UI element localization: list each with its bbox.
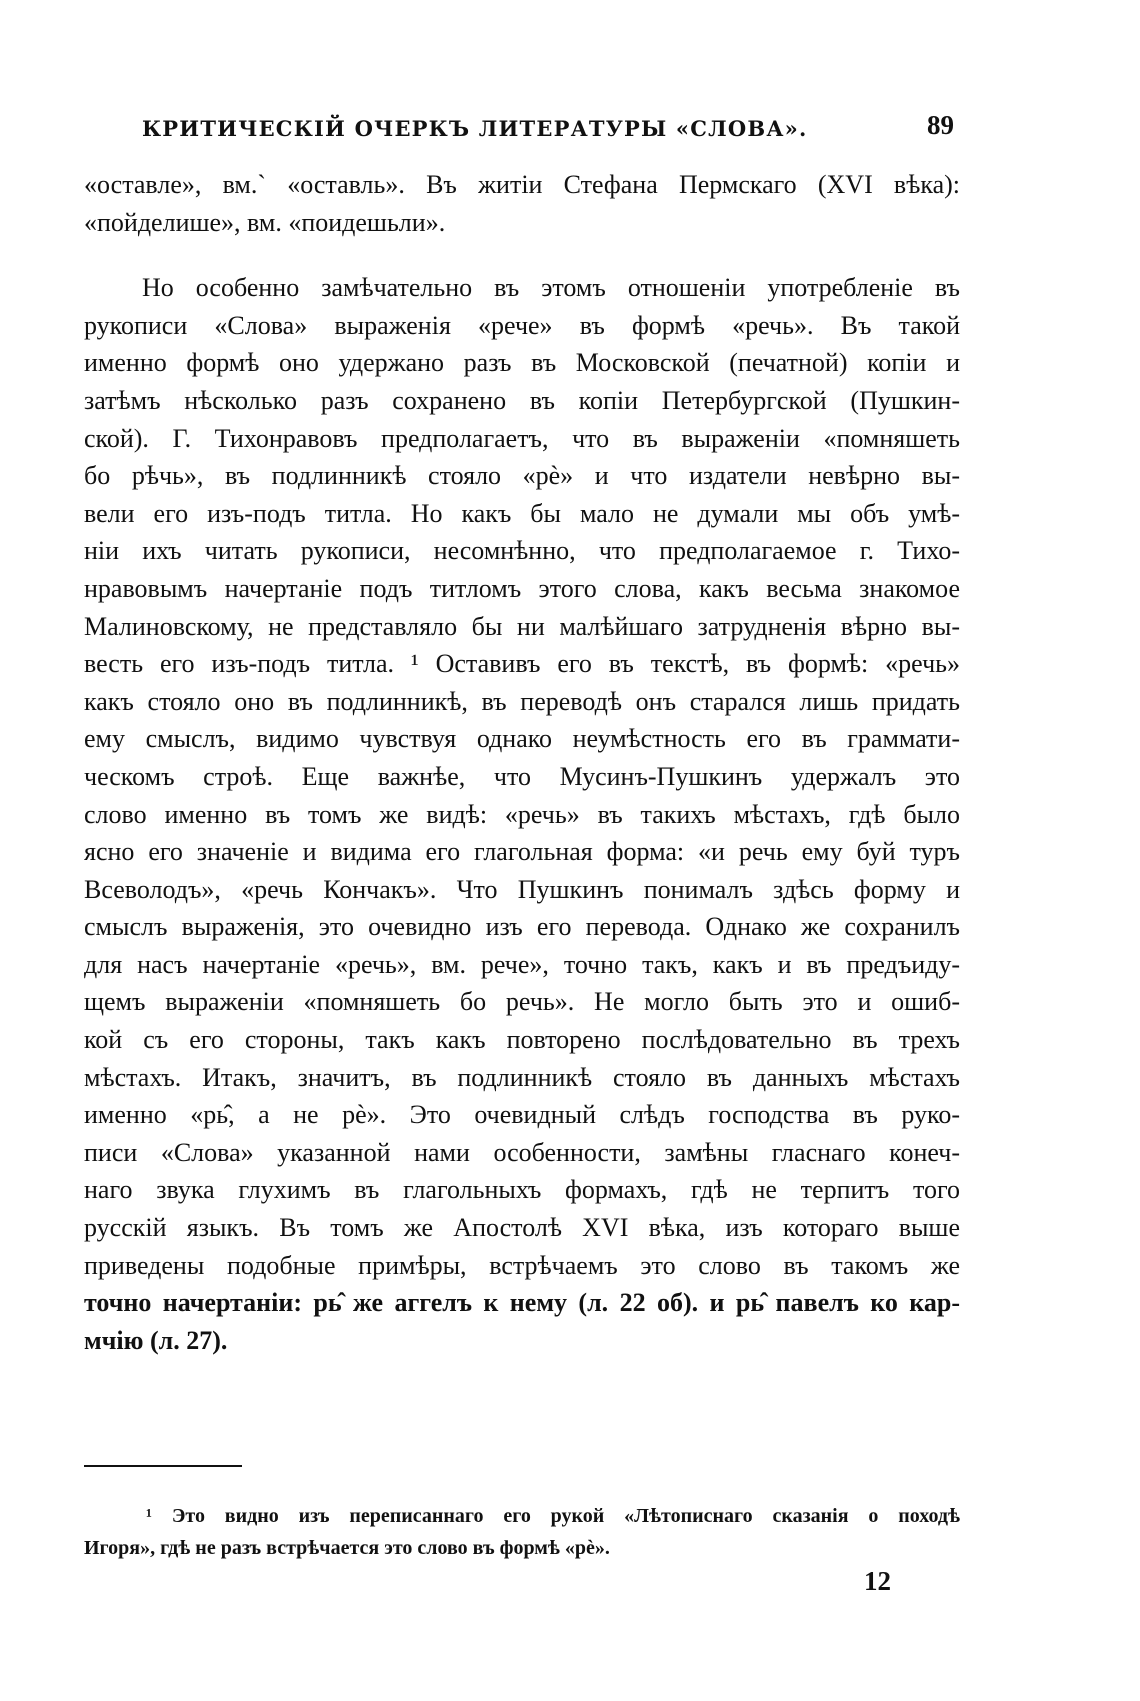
text-line: «оставле», вм.` «оставль». Въ житіи Стефана Пермскаго (XVI вѣка): [84, 170, 960, 199]
text-line: мѣстахъ. Итакъ, значитъ, въ подлинникѣ стояло въ данныхъ мѣстахъ [84, 1062, 960, 1092]
running-title: КРИТИЧЕСКІЙ ОЧЕРКЪ ЛИТЕРАТУРЫ «СЛОВА». [142, 116, 808, 141]
footnote-line: ¹ Это видно изъ переписаннаго его рукой «Лѣтописнаго сказанія о походѣ [146, 1505, 960, 1527]
paragraph-gap [84, 241, 960, 269]
text-line: Малиновскому, не представляло бы ни малѣйшаго затрудненія вѣрно вы- [84, 611, 960, 641]
text-line: бо рѣчь», въ подлинникѣ стояло «рѐ» и что издатели невѣрно вы- [84, 461, 960, 491]
body-text [84, 166, 960, 1359]
text-line: слово именно въ томъ же видѣ: «речь» въ такихъ мѣстахъ, гдѣ было [84, 799, 960, 829]
text-line: для насъ начертаніе «речь», вм. рече», точно такъ, какъ и въ предъиду- [84, 949, 960, 979]
signature-mark: 12 [864, 1566, 891, 1596]
text-line: ской). Г. Тихонравовъ предполагаетъ, что въ выраженіи «помняшеть [84, 423, 960, 453]
text-line: вели его изъ-подъ титла. Но какъ бы мало не думали мы объ умѣ- [84, 498, 960, 528]
text-line: «пойделише», вм. «поидешьли». [84, 207, 446, 237]
text-line: приведены подобные примѣры, встрѣчаемъ это слово въ такомъ же [84, 1250, 960, 1280]
footnote-line: Игоря», гдѣ не разъ встрѣчается это слово въ формѣ «рѐ». [84, 1537, 610, 1559]
text-line: нравовымъ начертаніе подъ титломъ этого слова, какъ весьма знакомое [84, 573, 960, 603]
text-line: Всеволодъ», «речь Кончакъ». Что Пушкинъ понималъ здѣсь форму и [84, 874, 960, 904]
text-line: смыслъ выраженія, это очевидно изъ его перевода. Однако же сохранилъ [84, 912, 960, 942]
text-line: мчію (л. 27). [84, 1325, 228, 1355]
text-line: писи «Слова» указанной нами особенности, замѣны гласнаго конеч- [84, 1137, 960, 1167]
text-line: русскій языкъ. Въ томъ же Апостолѣ XVI вѣка, изъ котораго выше [84, 1213, 960, 1243]
text-line: какъ стояло оно въ подлинникѣ, въ переводѣ онъ старался лишь придать [84, 686, 960, 716]
text-line: ніи ихъ читать рукописи, несомнѣнно, что предполагаемое г. Тихо- [84, 536, 960, 566]
text-line: рукописи «Слова» выраженія «рече» въ формѣ «речь». Въ такой [84, 310, 960, 340]
text-line: именно формѣ оно удержано разъ въ Московской (печатной) копіи и [84, 348, 960, 378]
text-line: именно «рь̂, а не рѐ». Это очевидный слѣдъ господства въ руко- [84, 1100, 960, 1130]
footnotes [84, 1500, 960, 1564]
page-number: 89 [927, 110, 954, 140]
text-line: ясно его значеніе и видима его глагольная форма: «и речь ему буй туръ [84, 837, 960, 867]
text-line: ческомъ строѣ. Еще важнѣе, что Мусинъ-Пушкинъ удержалъ это [84, 761, 960, 791]
text-line: щемъ выраженіи «помняшеть бо речь». Не могло быть это и ошиб- [84, 987, 960, 1017]
text-line: затѣмъ нѣсколько разъ сохранено въ копіи Петербургской (Пушкин- [84, 385, 960, 415]
text-line: Но особенно замѣчательно въ этомъ отношеніи употребленіе въ [142, 273, 960, 303]
text-line: кой съ его стороны, такъ какъ повторено послѣдовательно въ трехъ [84, 1025, 960, 1055]
text-line: весть его изъ-подъ титла. ¹ Оставивъ его въ текстѣ, въ формѣ: «речь» [84, 649, 960, 679]
text-line: наго звука глухимъ въ глагольныхъ формахъ, гдѣ не терпитъ того [84, 1175, 960, 1205]
footnote-divider [84, 1465, 242, 1467]
running-head [84, 106, 954, 150]
text-line: точно начертаніи: рь̂ же аггелъ к нему (л. 22 об). и рь̂ павелъ ко кар- [84, 1288, 960, 1318]
text-line: ему смыслъ, видимо чувствуя однако неумѣстность его въ граммати- [84, 724, 960, 754]
